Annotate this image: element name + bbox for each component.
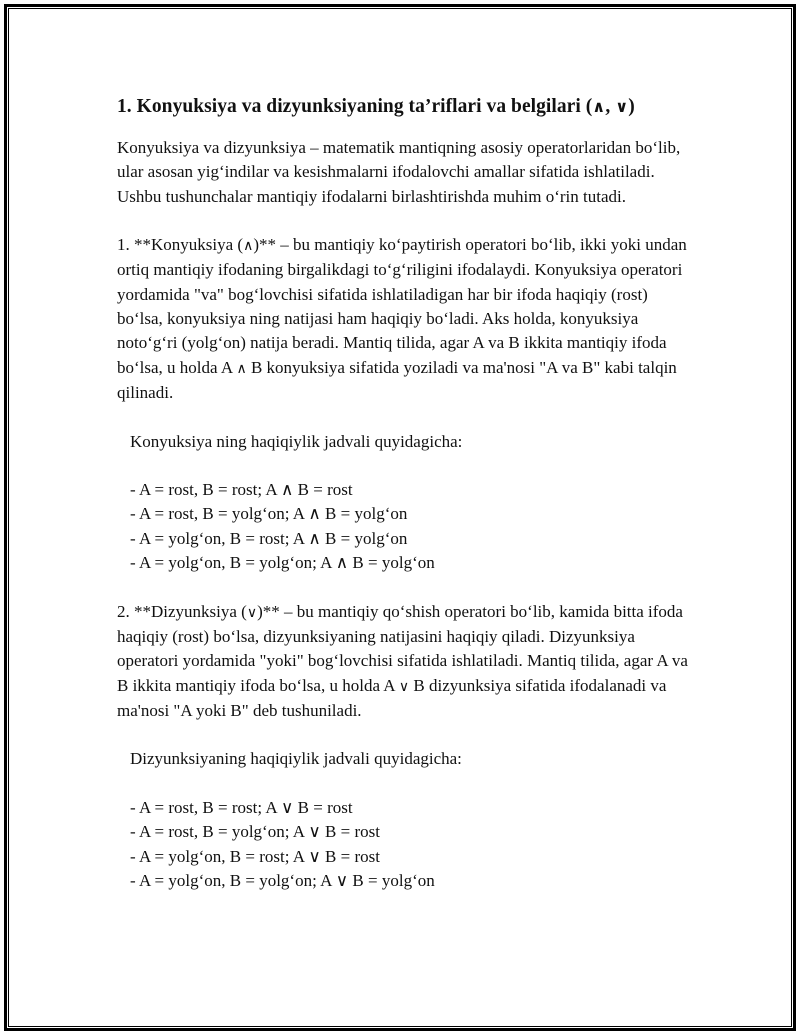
row-left: - A = rost, B = rost; A <box>130 480 281 500</box>
and-symbol: ∧ <box>280 480 294 501</box>
heading-close: ) <box>628 96 635 117</box>
row-left: - A = rost, B = yolg‘on; A <box>130 822 309 842</box>
list-item <box>130 820 692 844</box>
dizyunksiya-table-intro: Dizyunksiyaning haqiqiylik jadvali quyidagicha: <box>130 749 462 769</box>
row-right: B = rost <box>320 846 380 866</box>
and-symbol: ∧ <box>308 504 321 525</box>
heading-text: 1. Konyuksiya va dizyunksiyaning ta’riflari va belgilari ( <box>117 96 593 117</box>
konyuksiya-text-1: 1. **Konyuksiya ( <box>117 235 244 255</box>
or-symbol: ∨ <box>398 678 410 695</box>
dizyunksiya-truth-table <box>117 796 692 893</box>
dizyunksiya-text-1: 2. **Dizyunksiya ( <box>117 601 247 621</box>
row-left: - A = yolg‘on, B = yolg‘on; A <box>130 553 336 573</box>
or-symbol: ∨ <box>308 822 321 843</box>
row-right: B = yolg‘on <box>320 528 408 548</box>
and-symbol: ∧ <box>592 97 606 116</box>
row-right: B = rost <box>293 798 353 818</box>
row-right: B = yolg‘on <box>348 870 435 890</box>
heading-separator: , <box>605 96 616 117</box>
section-heading <box>117 93 692 121</box>
dizyunksiya-text-3: B dizyunksiya sifatida ifodalanadi va ma'nosi "A yoki B" deb tushuniladi. <box>117 675 667 720</box>
or-symbol: ∨ <box>335 870 349 891</box>
list-item <box>130 502 692 526</box>
and-symbol: ∧ <box>308 528 321 549</box>
list-item <box>130 845 692 869</box>
list-item <box>130 527 692 551</box>
document-body <box>117 93 692 918</box>
list-item <box>130 478 692 502</box>
konyuksiya-table-intro: Konyuksiya ning haqiqiylik jadvali quyidagicha: <box>130 431 463 451</box>
list-item <box>130 869 692 893</box>
and-symbol: ∧ <box>335 553 349 574</box>
intro-paragraph: Konyuksiya va dizyunksiya – matematik mantiqning asosiy operatorlaridan bo‘lib, ular asosan yig‘indilar va kesishmalarni ifodalovchi amallar sifatida ishlatiladi. Ushbu tushunchalar mantiqiy ifodalarni birlashtirishda muhim o‘rin tutadi. <box>117 138 681 206</box>
row-left: - A = rost, B = yolg‘on; A <box>130 504 309 524</box>
konyuksiya-truth-table <box>117 478 692 575</box>
list-item <box>130 551 692 575</box>
and-symbol: ∧ <box>243 238 254 255</box>
konyuksiya-text-2: )** – bu mantiqiy ko‘paytirish operatori bo‘lib, ikki yoki undan ortiq mantiqiy ifodaning birgalikdagi to‘g‘riligini ifodalaydi. Konyuksiya operatori yordamida "va" bog‘lovchisi sifatida ishlatiladigan har bir ifoda haqiqiy (rost) bo‘lsa, konyuksiya ning natijasi ham haqiqiy bo‘ladi. Aks holda, konyuksiya noto‘g‘ri (yolg‘on) natija beradi. Mantiq tilida, agar A va B ikkita mantiqiy ifoda bo‘lsa, u holda A <box>117 235 687 377</box>
and-symbol: ∧ <box>236 360 247 377</box>
row-right: B = rost <box>293 480 353 500</box>
konyuksiya-text-3: B konyuksiya sifatida yoziladi va ma'nosi "A va B" kabi talqin qilinadi. <box>117 357 677 402</box>
row-left: - A = yolg‘on, B = yolg‘on; A <box>130 870 336 890</box>
or-symbol: ∨ <box>246 604 258 621</box>
or-symbol: ∨ <box>615 97 629 116</box>
row-right: B = yolg‘on <box>320 504 408 524</box>
or-symbol: ∨ <box>280 798 294 819</box>
row-left: - A = yolg‘on, B = rost; A <box>130 528 309 548</box>
dizyunksiya-definition <box>117 600 692 723</box>
list-item <box>130 796 692 820</box>
row-left: - A = yolg‘on, B = rost; A <box>130 846 309 866</box>
konyuksiya-definition <box>117 233 692 405</box>
or-symbol: ∨ <box>308 846 321 867</box>
row-right: B = rost <box>320 822 380 842</box>
dizyunksiya-text-2: )** – bu mantiqiy qo‘shish operatori bo‘lib, kamida bitta ifoda haqiqiy (rost) bo‘lsa, dizyunksiyaning natijasini haqiqiy qiladi. Dizyunksiya operatori yordamida "yoki" bog‘lovchisi sifatida ishlatiladi. Mantiq tilida, agar A va B ikkita mantiqiy ifoda bo‘lsa, u holda A <box>117 601 688 695</box>
row-right: B = yolg‘on <box>348 553 435 573</box>
row-left: - A = rost, B = rost; A <box>130 798 281 818</box>
